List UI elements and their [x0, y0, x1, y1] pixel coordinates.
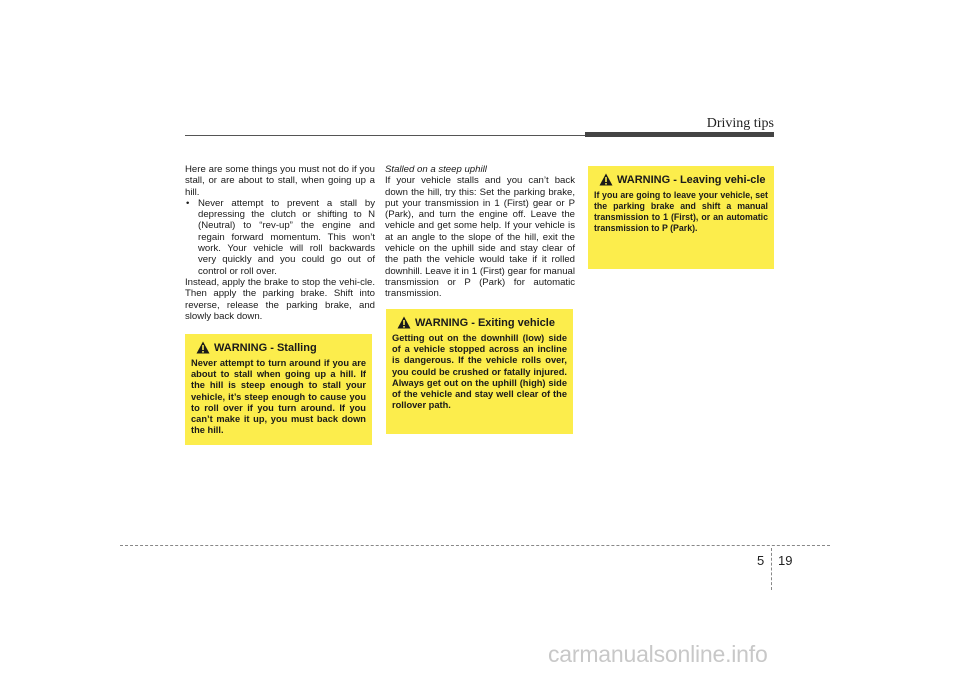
uphill-paragraph: If your vehicle stalls and you can’t back down the hill, try this: Set the parking brake, put your transmission in 1 (First) gear or P (Park), and turn the engine off. Leave the vehicle and get some help. If your vehicle is at an angle to the slope of the hill, exit the vehicle on the uphill side and stay clear of the path the vehicle would take if it rolled downhill. Leave it in 1 (First) gear for manual transmission or P (Park) for automatic transmission.: [385, 175, 575, 300]
brake-paragraph: Instead, apply the brake to stop the vehi-cle. Then apply the parking brake. Shift into reverse, release the parking brake, and slowly back down.: [185, 276, 375, 322]
warning-body: Getting out on the downhill (low) side of a vehicle stopped across an incline is dangerous. If the vehicle rolls over, you could be crushed or fatally injured. Always get out on the uphill (high) side of the vehicle and stay well clear of the rollover path.: [392, 333, 567, 411]
warning-triangle-icon: [196, 341, 210, 354]
intro-paragraph: Here are some things you must not do if you stall, or are about to stall, when going up a hill.: [185, 164, 375, 198]
warning-body: Never attempt to turn around if you are about to stall when going up a hill. If the hill is steep enough to stall your vehicle, it’s steep enough to cause you to roll over if you turn around. If you can’t make it up, you must back down the hill.: [191, 358, 366, 436]
warning-body: If you are going to leave your vehicle, set the parking brake and shift a manual transmission to 1 (First), or an automatic transmission to P (Park).: [594, 190, 768, 233]
header-rule-accent: [585, 132, 774, 137]
header-rule: [185, 135, 585, 136]
warning-subject: - Stalling: [267, 342, 317, 354]
footer-divider: [771, 548, 772, 590]
bullet-marker: •: [186, 197, 190, 209]
left-column: [185, 164, 375, 322]
warning-subject: - Exiting vehicle: [468, 317, 555, 329]
warning-title: [415, 317, 555, 329]
watermark: carmanualsonline.info: [548, 641, 768, 667]
warning-box-leaving-vehicle: [588, 166, 774, 269]
warning-triangle-icon: [397, 316, 411, 329]
warning-label: WARNING: [415, 317, 469, 329]
footer-rule: [120, 545, 830, 546]
chapter-number: 5: [757, 553, 765, 568]
warning-title: [617, 174, 766, 186]
subheading: Stalled on a steep uphill: [385, 164, 487, 175]
section-title: Driving tips: [706, 116, 774, 131]
warning-title: [214, 342, 317, 354]
warning-subject: - Leaving vehi-cle: [670, 174, 766, 186]
bullet-item: [185, 198, 375, 277]
middle-column: [385, 164, 575, 300]
warning-label: WARNING: [214, 342, 268, 354]
warning-triangle-icon: [599, 173, 613, 186]
warning-box-stalling: [185, 334, 372, 445]
page-number: 19: [778, 553, 793, 568]
bullet-text: Never attempt to prevent a stall by depressing the clutch or shifting to N (Neutral) to “rev-up” the engine and regain forward momentum. This won’t work. Your vehicle will roll backwards very quickly and you could go out of control or roll over.: [198, 197, 375, 277]
warning-label: WARNING: [617, 174, 671, 186]
warning-box-exiting-vehicle: [386, 309, 573, 434]
